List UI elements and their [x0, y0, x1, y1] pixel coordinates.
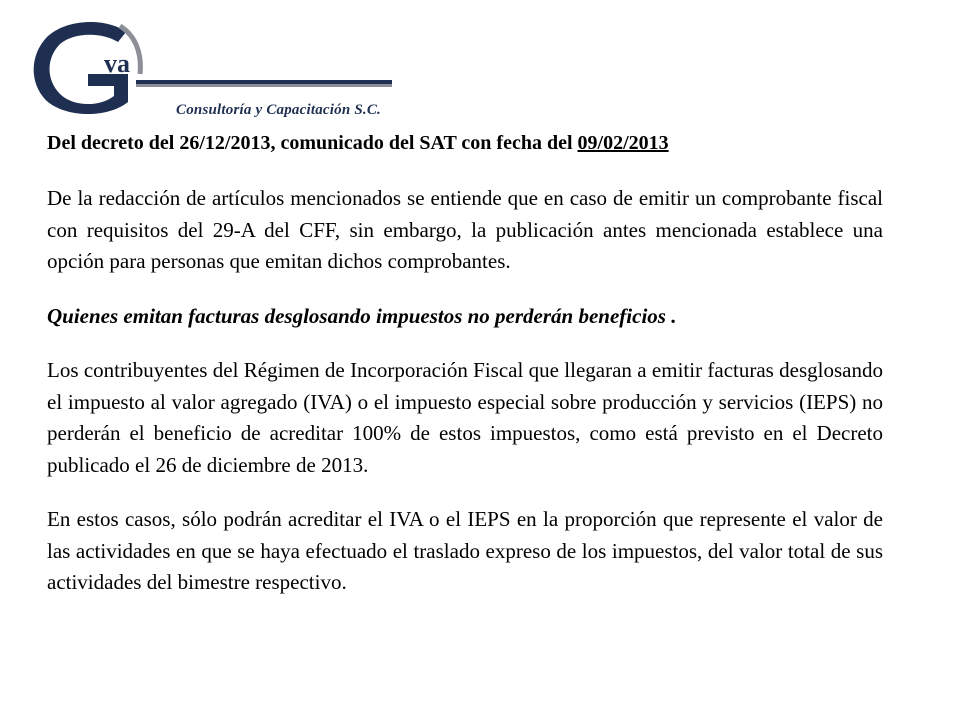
logo-letters: va: [104, 49, 130, 78]
paragraph-third: En estos casos, sólo podrán acreditar el IVA o el IEPS en la proporción que represente el valor de las actividades en que se haya efectuado el traslado expreso de los impuestos, del valor total de sus actividades del bimestre respectivo.: [47, 507, 883, 594]
paragraph-intro: De la redacción de artículos mencionados se entiende que en caso de emitir un comprobante fiscal con requisitos del 29-A del CFF, sin embargo, la publicación antes mencionada establece una opción para personas que emitan dichos comprobantes.: [47, 186, 883, 273]
heading-date: 09/02/2013: [577, 132, 669, 154]
company-name: Consultoría y Capacitación S.C.: [176, 102, 381, 118]
heading-text: Del decreto del 26/12/2013, comunicado del SAT con fecha del: [47, 132, 578, 154]
company-logo: [28, 14, 398, 126]
document-body: [47, 126, 883, 599]
paragraph-second: Los contribuyentes del Régimen de Incorporación Fiscal que llegaran a emitir facturas desglosando el impuesto al valor agregado (IVA) o el impuesto especial sobre producción y servicios (IEPS) no perderán el beneficio de acreditar 100% de estos impuestos, como está previsto en el Decreto publicado el 26 de diciembre de 2013.: [47, 358, 883, 477]
document-heading: [47, 126, 883, 160]
paragraph-subheading: Quienes emitan facturas desglosando impuestos no perderán beneficios .: [47, 303, 677, 328]
